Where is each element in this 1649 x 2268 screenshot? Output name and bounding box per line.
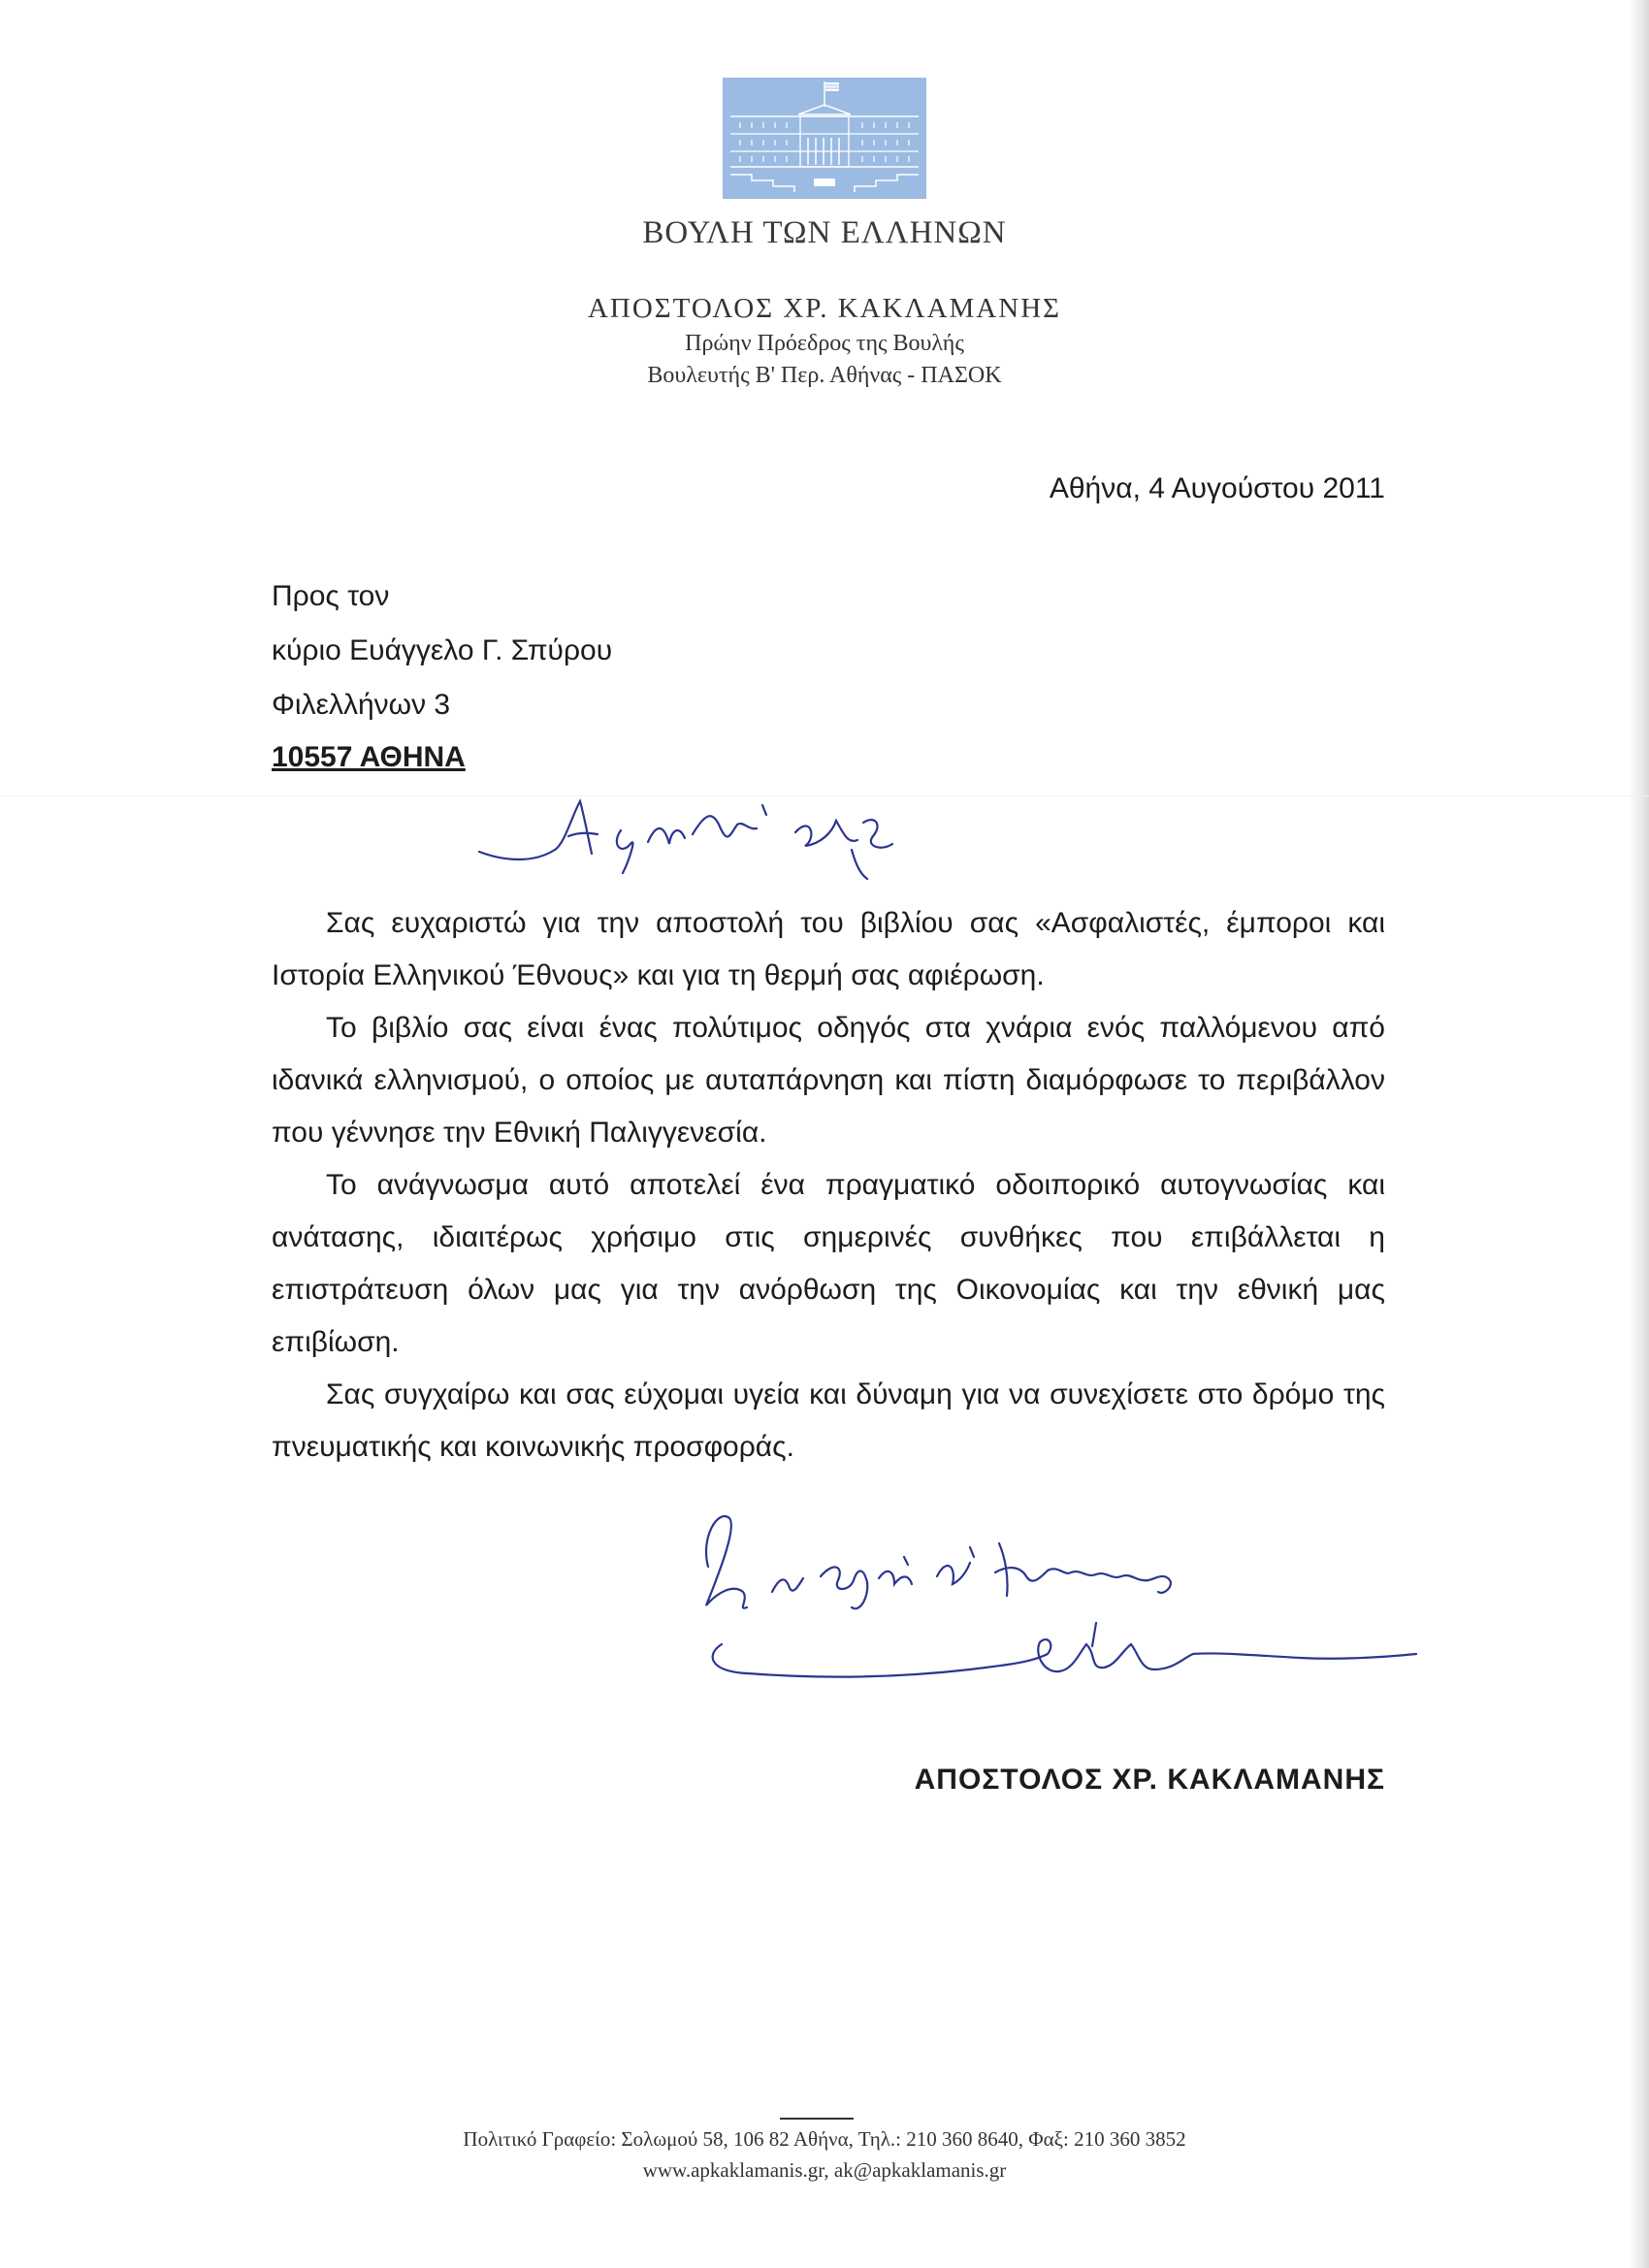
recipient-postcode-city: 10557 ΑΘΗΝΑ [272,741,466,773]
recipient-line-1: Προς τον [272,580,390,612]
body-paragraph-4: Σας συγχαίρω και σας εύχομαι υγεία και δύναμη για να συνεχίσετε στο δρόμο της πνευματικής και κοινωνικής προσφοράς. [272,1378,1385,1463]
body-paragraph-2: Το βιβλίο σας είναι ένας πολύτιμος οδηγός στα χνάρια ενός παλλόμενου από ιδανικά ελληνισμού, ο οποίος με αυταπάρνηση και πίστη διαμόρφωσε το περιβάλλον που γέννησε την Εθνική Παλιγγενεσία. [272,1012,1385,1149]
signatory-name: ΑΠΟΣΤΟΛΟΣ ΧΡ. ΚΑΚΛΑΜΑΝΗΣ [914,1764,1385,1796]
sender-role: Πρώην Πρόεδρος της Βουλής [685,331,964,356]
letter-date: Αθήνα, 4 Αυγούστου 2011 [1049,472,1385,504]
handwritten-signature [679,1499,1455,1732]
letter-body [272,897,1385,1474]
sender-seat: Βουλευτής Β' Περ. Αθήνας - ΠΑΣΟΚ [647,363,1002,388]
recipient-line-2: κύριο Ευάγγελο Γ. Σπύρου [272,634,613,666]
institution-title: ΒΟΥΛΗ ΤΩΝ ΕΛΛΗΝΩΝ [642,215,1007,250]
recipient-line-3: Φιλελλήνων 3 [272,689,451,721]
body-paragraph-1: Σας ευχαριστώ για την αποστολή του βιβλίου σας «Ασφαλιστές, έμποροι και Ιστορία Ελληνικού Έθνους» και για τη θερμή σας αφιέρωση. [272,907,1385,991]
handwritten-salutation [475,776,999,883]
footer-web-email: www.apkaklamanis.gr, ak@apkaklamanis.gr [642,2158,1007,2182]
footer-office-address: Πολιτικό Γραφείο: Σολωμού 58, 106 82 Αθήνα, Τηλ.: 210 360 8640, Φαξ: 210 360 3852 [463,2127,1186,2151]
parliament-emblem-icon [723,78,926,199]
footer-divider [780,2118,854,2120]
sender-name: ΑΠΟΣΤΟΛΟΣ ΧΡ. ΚΑΚΛΑΜΑΝΗΣ [587,293,1062,324]
body-paragraph-3: Το ανάγνωσμα αυτό αποτελεί ένα πραγματικό οδοιπορικό αυτογνωσίας και ανάτασης, ιδιαιτέρως χρήσιμο στις σημερινές συνθήκες που επιβάλλεται η επιστράτευση όλων μας για την ανόρθωση της Οικονομίας και την εθνική μας επιβίωση. [272,1169,1385,1358]
